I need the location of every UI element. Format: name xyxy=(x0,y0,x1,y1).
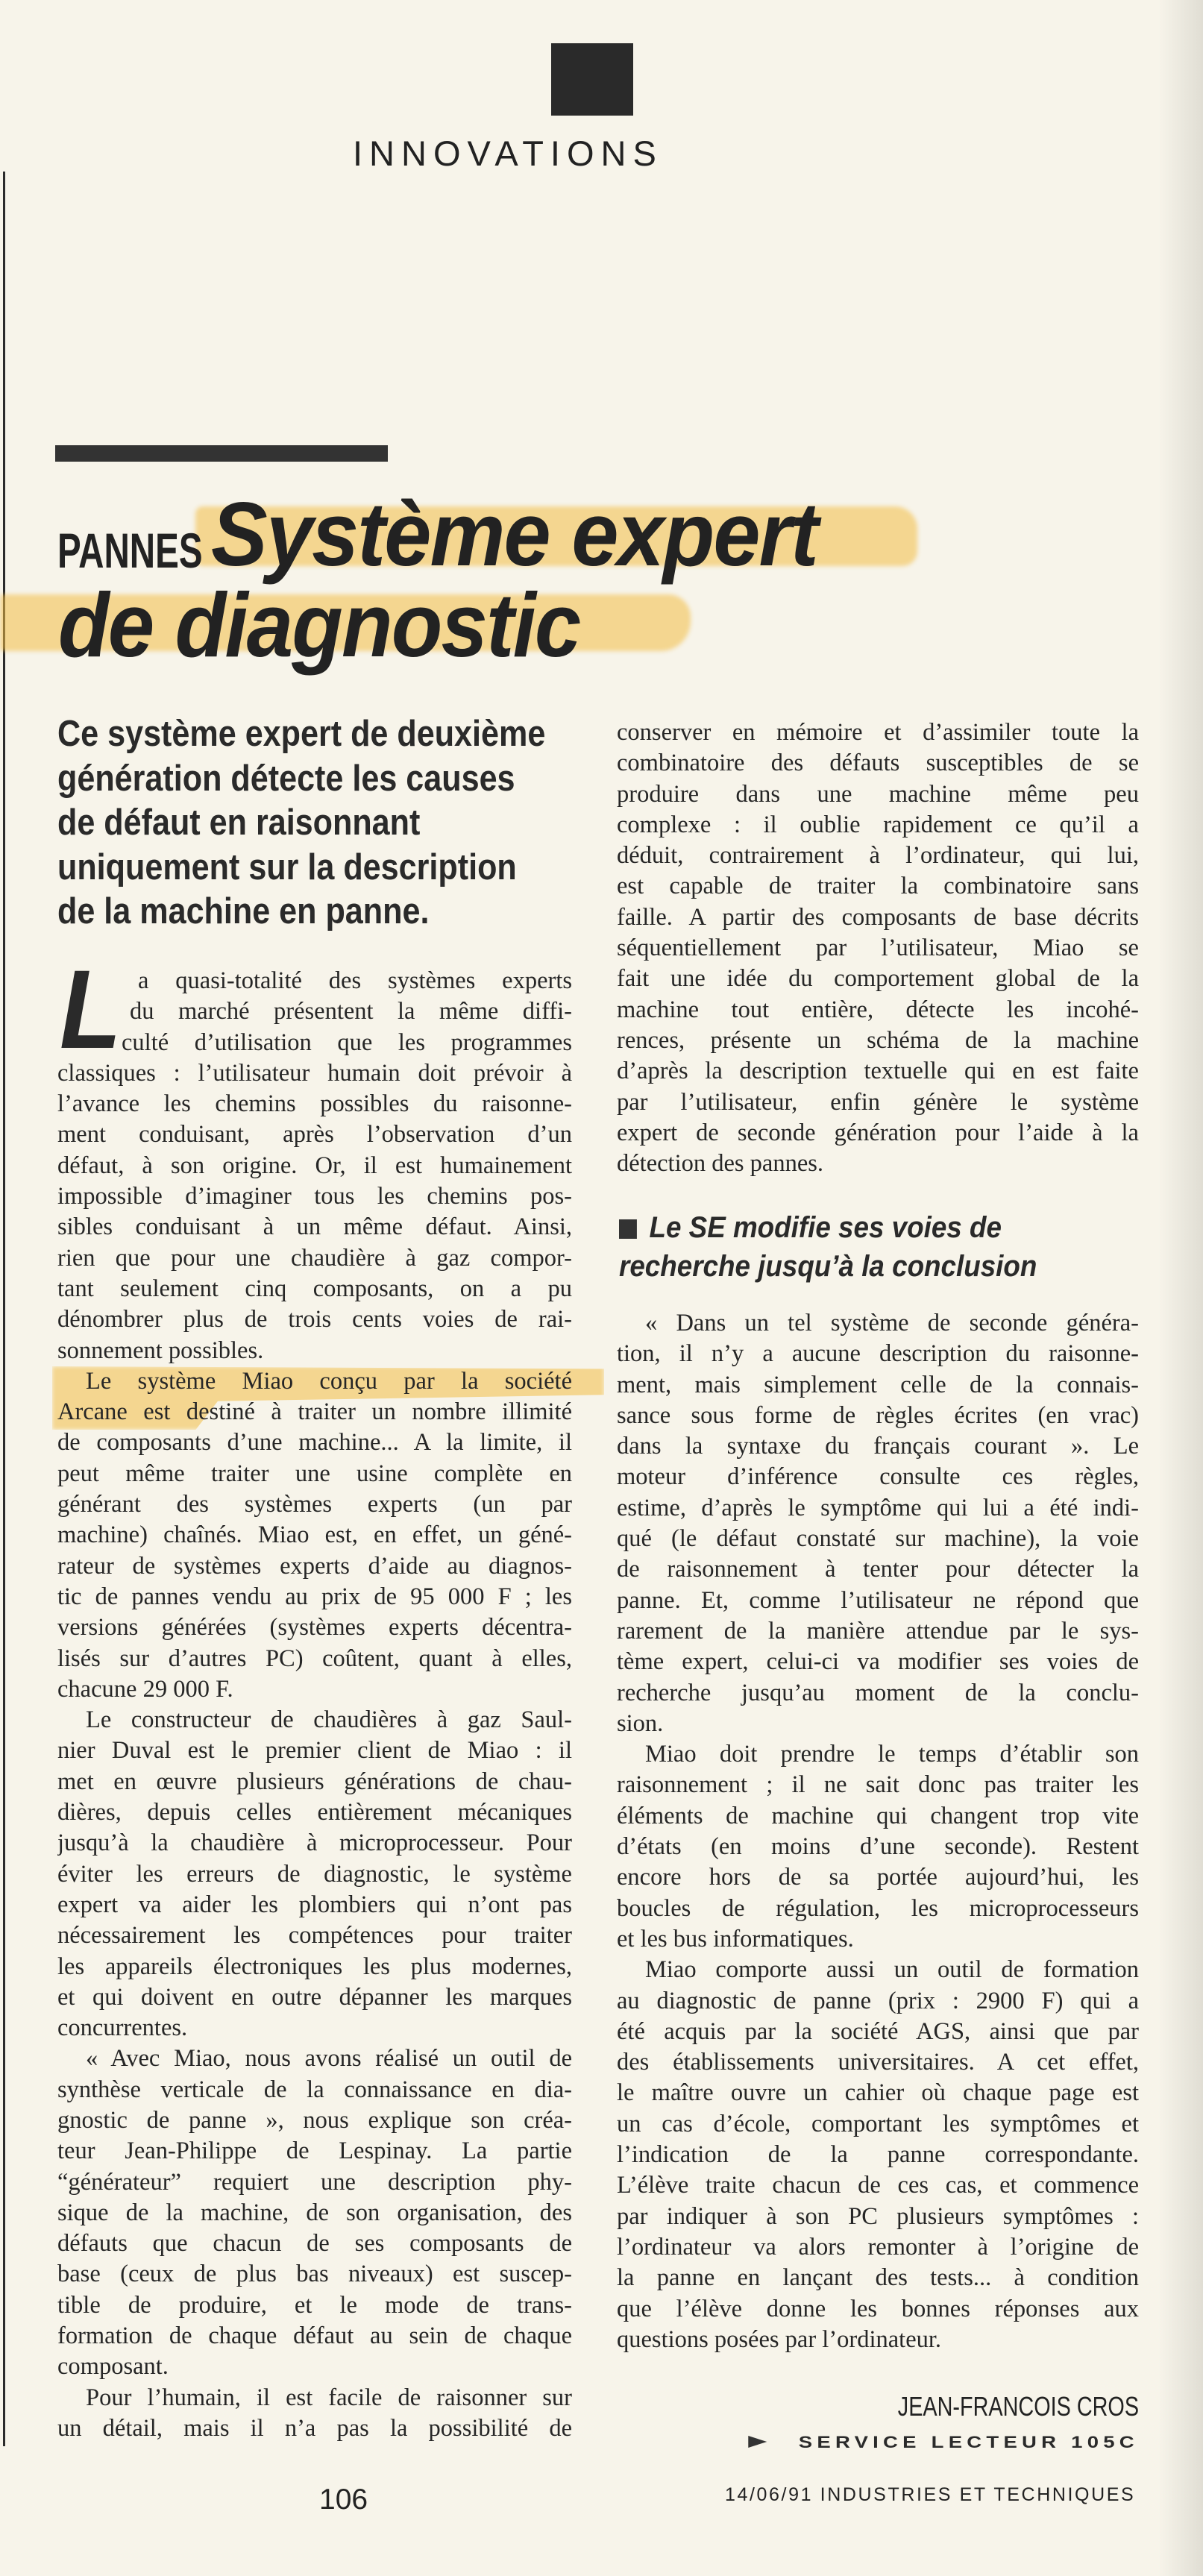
subheading xyxy=(619,1208,1073,1286)
text-line: par indiquer à son PC plusieurs symptômes : xyxy=(617,2202,1139,2230)
text-line: Le système Miao conçu par la société xyxy=(86,1367,572,1395)
text-line: estime, d’après le symptôme qui lui a été indi- xyxy=(617,1494,1139,1521)
text-line: tible de produire, et le mode de trans- xyxy=(57,2291,572,2319)
text-line: ment, mais simplement celle de la connais- xyxy=(617,1371,1139,1398)
text-line: tion, il n’y a aucune description du raisonne- xyxy=(617,1340,1139,1368)
text-line: concurrentes. xyxy=(57,2014,188,2042)
text-line: formation de chaque défaut au sein de chaque xyxy=(57,2322,572,2350)
text-line: boucles de régulation, les microprocesseurs xyxy=(617,1894,1139,1922)
text-line: de composants d’une machine... A la limite, il xyxy=(57,1429,572,1457)
text-line: panne. Et, comme l’utilisateur ne répond que xyxy=(617,1586,1139,1614)
text-line: a quasi-totalité des systèmes experts xyxy=(138,967,572,994)
text-line: défaut, à son origine. Or, il est humainement xyxy=(57,1152,572,1179)
text-line: base (ceux de plus bas niveaux) est suscep- xyxy=(57,2261,572,2288)
text-line: éléments de machine qui changent trop vite xyxy=(617,1802,1139,1829)
text-line: Arcane est destiné à traiter un nombre illimité xyxy=(57,1398,572,1426)
text-line: impossible d’imaginer tous les chemins pos- xyxy=(57,1183,572,1210)
text-line: des établissements universitaires. A cet effet, xyxy=(617,2049,1139,2076)
paragraph xyxy=(57,2043,572,2382)
subheading-line: recherche jusqu’à la conclusion xyxy=(619,1250,1037,1283)
text-line: rateur de systèmes experts d’aide au diagnos- xyxy=(57,1552,572,1580)
text-line: expert de seconde génération pour l’aide à la xyxy=(617,1119,1139,1146)
text-line: tic de pannes vendu au prix de 95 000 F ; les xyxy=(57,1583,572,1610)
text-line: d’après la description textuelle qui en est faite xyxy=(617,1058,1139,1085)
text-line: l’avance les chemins possibles du raisonne- xyxy=(57,1090,572,1118)
text-line: synthèse verticale de la connaissance en dia- xyxy=(57,2076,572,2103)
text-line: gnostic de panne », nous explique son créa- xyxy=(57,2106,572,2134)
drop-cap: L xyxy=(60,946,122,1072)
paragraph xyxy=(617,717,1139,1179)
text-line: est capable de traiter la combinatoire sans xyxy=(617,873,1139,900)
text-line: générant des systèmes experts (un par xyxy=(57,1491,572,1518)
text-line: teur Jean-Philippe de Lespinay. La partie xyxy=(57,2137,572,2165)
text-line: d’états (en moins d’une seconde). Restent xyxy=(617,1833,1139,1861)
text-line: sibles conduisant à un même défaut. Ainsi, xyxy=(57,1213,572,1241)
text-line: encore hors de sa portée aujourd’hui, les xyxy=(617,1864,1139,1891)
text-line: que l’élève donne les bonnes réponses aux xyxy=(617,2295,1139,2322)
text-line: la panne en lançant des tests... à condition xyxy=(617,2264,1139,2292)
square-bullet-icon xyxy=(619,1219,637,1239)
text-line: tème expert, celui-ci va modifier ses voies de xyxy=(617,1648,1139,1676)
text-line: sique de la machine, de son organisation, des xyxy=(57,2199,572,2226)
lead-line: uniquement sur la description xyxy=(57,846,517,888)
text-line: été acquis par la société AGS, ainsi que par xyxy=(617,2017,1139,2045)
article-title-line: Système expert xyxy=(211,483,817,585)
text-line: un détail, mais il n’a pas la possibilité de xyxy=(57,2414,572,2442)
text-line: complexe : il oublie rapidement ce qu’il a xyxy=(617,811,1139,838)
author-byline: JEAN-FRANCOIS CROS xyxy=(897,2391,1139,2422)
text-line: Le constructeur de chaudières à gaz Saul- xyxy=(86,1706,572,1734)
text-line: Miao comporte aussi un outil de formation xyxy=(645,1956,1139,1984)
text-line: le maître ouvre un cahier où chaque page est xyxy=(617,2079,1139,2107)
text-line: tant seulement cinq composants, on a pu xyxy=(57,1275,572,1302)
text-line: qué (le défaut constaté sur machine), la voie xyxy=(617,1525,1139,1553)
text-line: « Avec Miao, nous avons réalisé un outil de xyxy=(86,2045,572,2073)
subheading-text: Le SE modifie ses voies de xyxy=(649,1211,1002,1244)
lead-line: de la machine en panne. xyxy=(57,891,430,932)
text-line: dénombrer plus de trois cents voies de rai- xyxy=(57,1306,572,1333)
reader-service-code: SERVICE LECTEUR 105C xyxy=(798,2433,1139,2451)
paragraph xyxy=(617,1955,1139,2355)
text-line: rences, présente un schéma de la machine xyxy=(617,1026,1139,1054)
text-line: éviter les erreurs de diagnostic, le système xyxy=(57,1860,572,1888)
reader-service xyxy=(748,2433,1139,2452)
paragraph xyxy=(617,1739,1139,1955)
text-line: de raisonnement à tenter pour détecter la xyxy=(617,1556,1139,1583)
text-line: fait une idée du comportement global de la xyxy=(617,965,1139,993)
text-line: Pour l’humain, il est facile de raisonner sur xyxy=(86,2384,572,2411)
text-line: dières, depuis celles entièrement mécaniques xyxy=(57,1799,572,1826)
section-heading: INNOVATIONS xyxy=(353,133,663,173)
text-line: sion. xyxy=(617,1709,664,1737)
text-line: composant. xyxy=(57,2353,169,2381)
section-marker-square xyxy=(551,43,633,116)
text-line: nécessairement les compétences pour traiter xyxy=(57,1922,572,1950)
body-column-right-top xyxy=(617,717,1139,1179)
paragraph xyxy=(57,1705,572,2043)
text-line: détection des pannes. xyxy=(617,1150,824,1178)
text-line: sonnement possibles. xyxy=(57,1336,264,1364)
text-line: versions générées (systèmes experts décentra- xyxy=(57,1614,572,1642)
lead-line: Ce système expert de deuxième xyxy=(57,714,546,754)
text-line: au diagnostic de panne (prix : 2900 F) qui a xyxy=(617,1987,1139,2014)
text-line: produire dans une machine même peu xyxy=(617,780,1139,808)
text-line: nier Duval est le premier client de Miao : il xyxy=(57,1737,572,1765)
text-line: défauts que chacun de ses composants de xyxy=(57,2230,572,2258)
paragraph xyxy=(617,1308,1139,1739)
text-line: classiques : l’utilisateur humain doit prévoir à xyxy=(57,1059,572,1087)
text-line: questions posées par l’ordinateur. xyxy=(617,2325,942,2353)
title-bar xyxy=(55,445,388,462)
text-line: dans la syntaxe du français courant ». Le xyxy=(617,1433,1139,1460)
text-line: l’indication de la panne correspondante. xyxy=(617,2141,1139,2169)
body-column-right-bottom xyxy=(617,1308,1139,2355)
text-line: moteur d’inférence consulte ces règles, xyxy=(617,1463,1139,1491)
text-line: séquentiellement par l’utilisateur, Miao se xyxy=(617,934,1139,962)
text-line: lisés sur d’autres PC) coûtent, quant à elles, xyxy=(57,1644,572,1672)
text-line: Miao doit prendre le temps d’établir son xyxy=(645,1741,1139,1768)
paragraph xyxy=(57,2383,572,2445)
margin-rule xyxy=(3,172,5,2446)
body-column-left xyxy=(57,966,572,2444)
text-line: “générateur” requiert une description phy- xyxy=(57,2168,572,2196)
text-line: combinatoire des défauts susceptibles de se xyxy=(617,750,1139,777)
paragraph xyxy=(57,966,572,1366)
text-line: peut même traiter une usine complète en xyxy=(57,1460,572,1487)
publication-footer: 14/06/91 INDUSTRIES ET TECHNIQUES xyxy=(725,2484,1136,2505)
lead-line: génération détecte les causes xyxy=(57,758,515,799)
subheading-line xyxy=(619,1208,1037,1247)
text-line: ment conduisant, après l’observation d’un xyxy=(57,1121,572,1149)
text-line: « Dans un tel système de seconde généra- xyxy=(645,1310,1139,1336)
arrow-right-icon xyxy=(748,2436,767,2448)
text-line: conserver en mémoire et d’assimiler toute la xyxy=(617,719,1139,746)
text-line: chacune 29 000 F. xyxy=(57,1675,233,1703)
text-line: expert va aider les plombiers qui n’ont pas xyxy=(57,1891,572,1918)
page-number: 106 xyxy=(319,2484,368,2516)
paragraph xyxy=(57,1366,572,1705)
article-kicker: PANNES xyxy=(57,523,203,578)
text-line: du marché présentent la même diffi- xyxy=(130,998,572,1025)
text-line: raisonnement ; il ne sait donc pas traiter les xyxy=(617,1771,1139,1799)
lead-line: de défaut en raisonnant xyxy=(57,802,421,843)
text-line: et qui doivent en outre dépanner les marques xyxy=(57,1983,572,2011)
text-line: machine) chaînés. Miao est, en effet, un géné- xyxy=(57,1521,572,1549)
text-line: faille. A partir des composants de base décrits xyxy=(617,903,1139,931)
text-line: met en œuvre plusieurs générations de chau- xyxy=(57,1768,572,1795)
text-line: déduit, contrairement à l’ordinateur, qui lui, xyxy=(617,842,1139,870)
text-line: culté d’utilisation que les programmes xyxy=(122,1028,572,1056)
text-line: rien que pour une chaudière à gaz compor- xyxy=(57,1244,572,1272)
article-title-line: de diagnostic xyxy=(58,574,580,676)
text-line: par l’utilisateur, enfin génère le système xyxy=(617,1088,1139,1116)
page-edge-shadow xyxy=(1158,0,1203,2576)
text-line: recherche jusqu’au moment de la conclu- xyxy=(617,1679,1139,1706)
text-line: rarement de la manière attendue par le sys- xyxy=(617,1617,1139,1644)
text-line: jusqu’à la chaudière à microprocesseur. Pour xyxy=(57,1829,572,1857)
text-line: un cas d’école, comportant les symptômes et xyxy=(617,2110,1139,2137)
text-line: l’ordinateur va alors remonter à l’origine de xyxy=(617,2233,1139,2261)
text-line: machine tout entière, détecte les incohé- xyxy=(617,996,1139,1023)
text-line: et les bus informatiques. xyxy=(617,1925,854,1953)
text-line: L’élève traite chacun de ces cas, et commence xyxy=(617,2172,1139,2199)
text-line: les appareils électroniques les plus modernes, xyxy=(57,1953,572,1980)
article-lead xyxy=(57,712,612,934)
text-line: sance sous forme de règles écrites (en vrac) xyxy=(617,1401,1139,1429)
